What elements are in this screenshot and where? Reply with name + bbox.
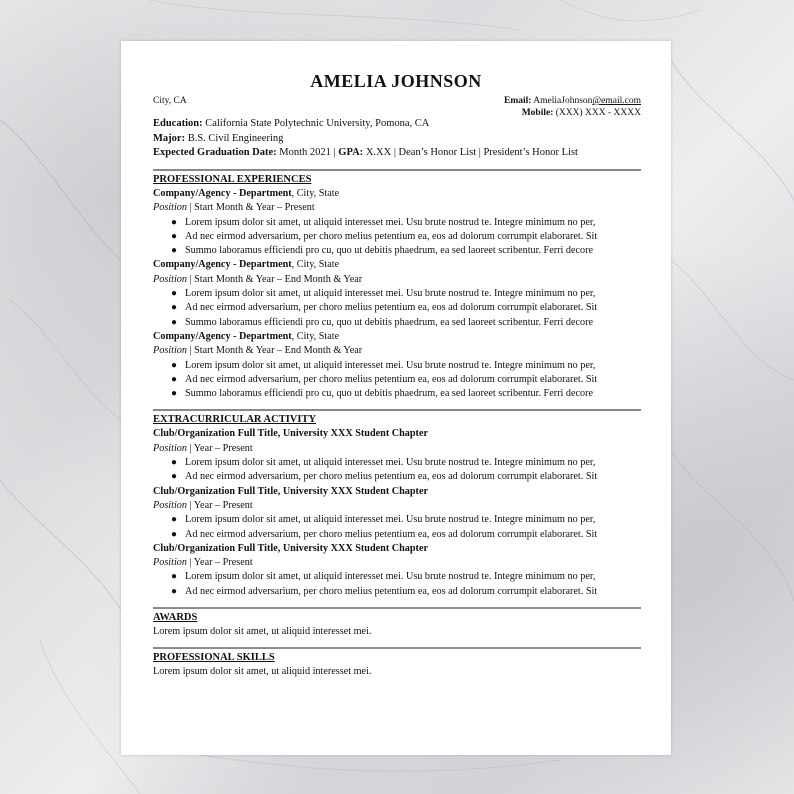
- section-divider: [153, 647, 641, 649]
- bullet-item: [153, 528, 641, 542]
- bullet-text: Ad nec eirmod adversarium, per choro melius petentium ea, eos ad dolorum corrumpit elaboraret. Sit: [185, 373, 598, 385]
- section-divider: [153, 607, 641, 609]
- bullet-item: [153, 387, 641, 401]
- bullet-text: Ad nec eirmod adversarium, per choro melius petentium ea, eos ad dolorum corrumpit elaboraret. Sit: [185, 302, 598, 314]
- organization-name: Club/Organization Full Title, University XXX Student Chapter: [153, 485, 428, 497]
- bullet-item: [153, 456, 641, 470]
- bullet-dot-icon: ●: [171, 302, 178, 314]
- city: City, CA: [153, 96, 187, 106]
- position-line: [153, 273, 641, 287]
- section-title: PROFESSIONAL EXPERIENCES: [153, 174, 312, 185]
- section-divider: [153, 409, 641, 411]
- bullet-dot-icon: ●: [171, 514, 178, 526]
- bullet-dot-icon: ●: [171, 316, 178, 328]
- organization-location: , City, State: [291, 188, 340, 199]
- major: B.S. Civil Engineering: [187, 132, 284, 144]
- bullet-text: Ad nec eirmod adversarium, per choro melius petentium ea, eos ad dolorum corrumpit elaboraret. Sit: [185, 230, 598, 242]
- position-dates: | Year – Present: [186, 442, 253, 454]
- bullet-dot-icon: ●: [171, 216, 178, 228]
- bullet-dot-icon: ●: [171, 230, 178, 242]
- position-line: [153, 201, 641, 215]
- graduation-label: Expected Graduation Date:: [153, 147, 277, 158]
- bullet-item: [153, 287, 641, 301]
- organization-name: Company/Agency - Department: [153, 188, 292, 199]
- bullet-dot-icon: ●: [171, 471, 178, 483]
- major-line: [153, 132, 578, 147]
- email-user: AmeliaJohnson: [533, 96, 593, 106]
- graduation-line: [153, 146, 578, 161]
- bullet-text: Ad nec eirmod adversarium, per choro melius petentium ea, eos ad dolorum corrumpit elaboraret. Sit: [185, 585, 598, 597]
- bullet-item: [153, 585, 641, 599]
- gpa-value: X.XX: [365, 147, 392, 158]
- bullet-dot-icon: ●: [171, 571, 178, 583]
- bullet-dot-icon: ●: [171, 528, 178, 540]
- bullet-item: [153, 316, 641, 330]
- bullet-dot-icon: ●: [171, 288, 178, 300]
- bullet-item: [153, 301, 641, 315]
- resume-section: [153, 607, 641, 639]
- separator: |: [330, 147, 339, 158]
- section-text: Lorem ipsum dolor sit amet, ut aliquid interesset mei.: [153, 666, 372, 678]
- gpa-label: GPA:: [338, 147, 364, 158]
- position-dates: | Year – Present: [186, 499, 253, 511]
- email-link[interactable]: @email.com: [592, 96, 641, 106]
- resume-section: [153, 647, 641, 679]
- bullet-item: [153, 470, 641, 484]
- position-title: Position: [153, 345, 187, 357]
- honors: | Dean’s Honor List | President’s Honor List: [391, 147, 578, 158]
- bullet-list: [153, 216, 641, 259]
- bullet-item: [153, 373, 641, 387]
- bullet-text: Ad nec eirmod adversarium, per choro melius petentium ea, eos ad dolorum corrumpit elaboraret. Sit: [185, 528, 598, 540]
- organization-line: [153, 330, 641, 344]
- bullet-dot-icon: ●: [171, 373, 178, 385]
- bullet-list: [153, 359, 641, 402]
- bullet-item: [153, 513, 641, 527]
- position-title: Position: [153, 499, 187, 511]
- resume-section: [153, 409, 641, 599]
- bullet-text: Lorem ipsum dolor sit amet, ut aliquid interesset mei. Usu brute nostrud te. Integre minimum no per,: [185, 514, 596, 526]
- position-title: Position: [153, 202, 187, 214]
- organization-line: [153, 485, 641, 499]
- position-line: [153, 499, 641, 513]
- bullet-text: Lorem ipsum dolor sit amet, ut aliquid interesset mei. Usu brute nostrud te. Integre minimum no per,: [185, 359, 596, 371]
- resume-sections: [153, 169, 641, 680]
- section-title: PROFESSIONAL SKILLS: [153, 652, 275, 664]
- bullet-text: Summo laboramus efficiendi pro cu, quo ut debitis phaedrum, ea sed laoreet scribentur. Ferri decore: [185, 316, 594, 328]
- bullet-item: [153, 230, 641, 244]
- education-label: Education:: [153, 118, 203, 129]
- organization-name: Club/Organization Full Title, University XXX Student Chapter: [153, 428, 428, 440]
- major-label: Major:: [153, 132, 186, 144]
- bullet-dot-icon: ●: [171, 359, 178, 371]
- contact-block: [504, 95, 641, 119]
- section-divider: [153, 169, 641, 171]
- bullet-list: [153, 287, 641, 330]
- resume-section: [153, 169, 641, 401]
- email-label: Email:: [503, 96, 532, 106]
- bullet-list: [153, 456, 641, 485]
- position-title: Position: [153, 557, 187, 569]
- bullet-text: Summo laboramus efficiendi pro cu, quo ut debitis phaedrum, ea sed laoreet scribentur. Ferri decore: [185, 245, 594, 257]
- position-line: [153, 442, 641, 456]
- organization-name: Company/Agency - Department: [153, 330, 292, 342]
- bullet-text: Ad nec eirmod adversarium, per choro melius petentium ea, eos ad dolorum corrumpit elaboraret. Sit: [185, 471, 598, 483]
- section-title: EXTRACURRICULAR ACTIVITY: [153, 414, 317, 426]
- bullet-dot-icon: ●: [171, 245, 178, 257]
- section-title: AWARDS: [153, 612, 198, 624]
- graduation-date: Month 2021: [279, 147, 331, 158]
- bullet-text: Lorem ipsum dolor sit amet, ut aliquid interesset mei. Usu brute nostrud te. Integre minimum no per,: [185, 457, 596, 469]
- bullet-dot-icon: ●: [171, 388, 178, 400]
- position-title: Position: [153, 273, 187, 285]
- organization-line: [153, 427, 641, 441]
- resume-page: [121, 41, 671, 755]
- position-dates: | Year – Present: [186, 557, 253, 569]
- position-title: Position: [153, 442, 187, 454]
- school: California State Polytechnic University, Pomona, CA: [205, 118, 430, 129]
- mobile-number: (XXX) XXX - XXXX: [555, 108, 641, 118]
- organization-name: Club/Organization Full Title, University XXX Student Chapter: [153, 542, 428, 554]
- organization-line: [153, 187, 641, 201]
- bullet-text: Lorem ipsum dolor sit amet, ut aliquid interesset mei. Usu brute nostrud te. Integre minimum no per,: [185, 216, 596, 228]
- email-line: [504, 95, 641, 107]
- section-text: Lorem ipsum dolor sit amet, ut aliquid interesset mei.: [153, 626, 372, 638]
- organization-line: [153, 258, 641, 272]
- bullet-item: [153, 244, 641, 258]
- bullet-list: [153, 570, 641, 599]
- education-block: [153, 117, 578, 161]
- bullet-text: Lorem ipsum dolor sit amet, ut aliquid interesset mei. Usu brute nostrud te. Integre minimum no per,: [185, 571, 596, 583]
- position-dates: | Start Month & Year – End Month & Year: [186, 273, 363, 285]
- position-line: [153, 556, 641, 570]
- bullet-dot-icon: ●: [171, 585, 178, 597]
- bullet-item: [153, 216, 641, 230]
- bullet-item: [153, 359, 641, 373]
- candidate-name: AMELIA JOHNSON: [310, 71, 482, 91]
- mobile-label: Mobile:: [521, 108, 554, 118]
- bullet-dot-icon: ●: [171, 457, 178, 469]
- bullet-list: [153, 513, 641, 542]
- position-line: [153, 344, 641, 358]
- organization-location: , City, State: [291, 259, 340, 271]
- organization-location: , City, State: [291, 330, 340, 342]
- bullet-text: Lorem ipsum dolor sit amet, ut aliquid interesset mei. Usu brute nostrud te. Integre minimum no per,: [185, 288, 596, 300]
- bullet-item: [153, 570, 641, 584]
- position-dates: | Start Month & Year – End Month & Year: [186, 345, 363, 357]
- education-line: [153, 117, 578, 132]
- organization-line: [153, 542, 641, 556]
- bullet-text: Summo laboramus efficiendi pro cu, quo ut debitis phaedrum, ea sed laoreet scribentur. Ferri decore: [185, 388, 594, 400]
- position-dates: | Start Month & Year – Present: [186, 202, 315, 214]
- organization-name: Company/Agency - Department: [153, 259, 292, 271]
